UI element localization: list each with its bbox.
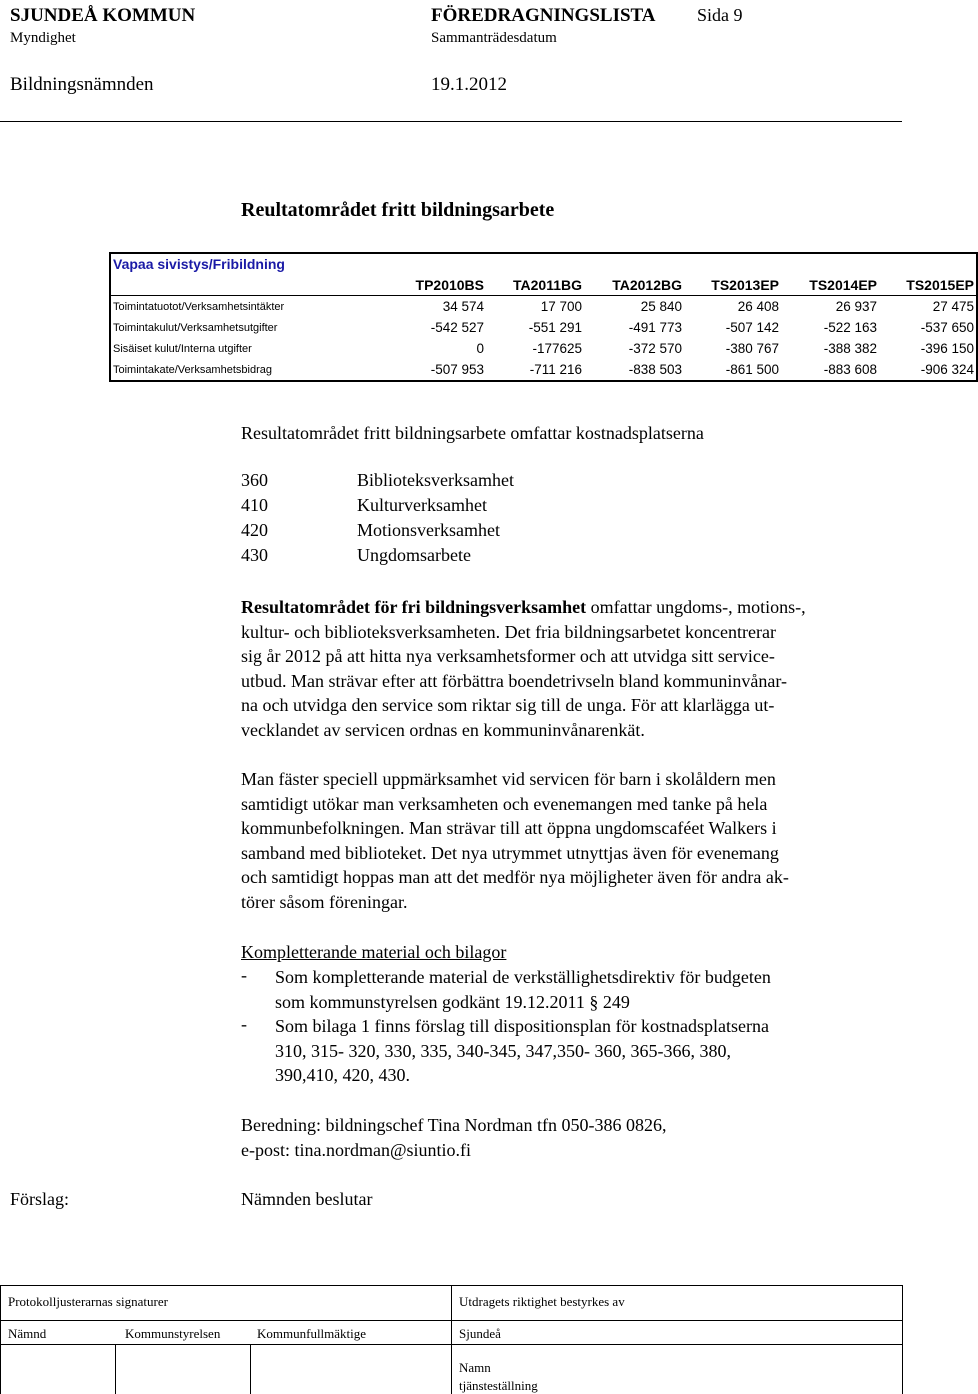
table-cell: -491 773 (628, 320, 682, 335)
table-header-spacer (110, 274, 390, 296)
footer-divider (250, 1344, 251, 1394)
table-cell: 25 840 (584, 296, 684, 318)
paragraph-line: och samtidigt hoppas man att det medför nya möjligheter även för andra ak- (241, 867, 789, 888)
table-cell: -906 324 (920, 362, 974, 377)
bullet-dash: - (241, 1014, 247, 1034)
footer-col-council: Kommunfullmäktige (257, 1326, 367, 1341)
bullet-line: Som kompletterande material de verkställighetsdirektiv för budgeten (275, 967, 771, 987)
bullet-line: som kommunstyrelsen godkänt 19.12.2011 § 249 (275, 991, 630, 1012)
footer-col-executive: Kommunstyrelsen (125, 1326, 221, 1341)
paragraph-line: samband med biblioteket. Det nya utrymmet utnyttjas även för evenemang (241, 842, 779, 863)
paragraph-line: vecklandet av servicen ordnas en kommuninvånarenkät. (241, 719, 645, 740)
paragraph-line (241, 595, 901, 620)
footer-divider (451, 1285, 452, 1394)
list-item (0, 520, 960, 544)
table-section-row (110, 253, 977, 274)
table-row (110, 317, 977, 338)
table-cell: 34 574 (390, 296, 486, 318)
table-cell: 0 (476, 341, 484, 356)
list-title: FÖREDRAGNINGSLISTA (431, 5, 656, 26)
column-header: TS2013EP (711, 276, 779, 293)
column-header: TA2012BG (612, 276, 682, 293)
cost-center-code: 410 (241, 495, 268, 515)
paragraph-line: Man fäster speciell uppmärksamhet vid servicen för barn i skolåldern men (241, 769, 776, 789)
cost-center-name: Motionsverksamhet (357, 520, 500, 540)
paragraph-line: samtidigt utökar man verksamheten och evenemangen med tanke på hela (241, 793, 768, 814)
table-cell: -551 291 (528, 320, 582, 335)
budget-table (109, 252, 978, 382)
table-header-row (110, 274, 977, 296)
table-cell: -537 650 (920, 320, 974, 335)
attachments-heading: Kompletterande material och bilagor (241, 942, 507, 962)
table-cell: -372 570 (628, 341, 682, 356)
footer-position-label: tjänsteställning (459, 1378, 538, 1393)
description-paragraph (241, 595, 901, 743)
proposal-text: Nämnden beslutar (241, 1189, 373, 1209)
row-label: Toimintakate/Verksamhetsbidrag (113, 363, 272, 376)
table-row (110, 359, 977, 381)
paragraph-line: kommunbefolkningen. Man strävar till att öppna ungdomscaféet Walkers i (241, 818, 777, 839)
cost-center-name: Biblioteksverksamhet (357, 470, 514, 490)
column-header: TA2011BG (513, 276, 582, 293)
list-item (275, 965, 771, 1014)
page-number: Sida 9 (697, 5, 743, 25)
paragraph-line: utbud. Man strävar efter att förbättra boendetrivseln bland kommuninvånar- (241, 670, 787, 691)
table-cell: -507 142 (725, 320, 779, 335)
preparation-email: e-post: tina.nordman@siuntio.fi (241, 1140, 472, 1160)
extract-label: Utdragets riktighet bestyrkes av (459, 1294, 625, 1309)
table-row (110, 338, 977, 359)
table-cell: -522 163 (823, 320, 877, 335)
list-item (275, 1014, 769, 1088)
org-name: SJUNDEÅ KOMMUN (10, 5, 196, 26)
footer-place: Sjundeå (459, 1326, 501, 1341)
cost-center-code: 360 (241, 470, 268, 490)
footer-divider (115, 1344, 116, 1394)
paragraph-line: na och utvidga den service som riktar sig till de unga. För att klarlägga ut- (241, 695, 775, 716)
service-paragraph (241, 767, 901, 915)
meeting-date: 19.1.2012 (431, 74, 507, 95)
footer-col-board: Nämnd (8, 1326, 47, 1341)
intro-text: Resultatområdet fritt bildningsarbete omfattar kostnadsplatserna (241, 423, 704, 443)
table-cell: -388 382 (823, 341, 877, 356)
table-cell: -883 608 (823, 362, 877, 377)
proposal-label: Förslag: (10, 1189, 70, 1209)
list-item (0, 495, 960, 519)
bullet-line: 310, 315- 320, 330, 335, 340-345, 347,350- 360, 365-366, 380, (275, 1040, 731, 1061)
table-section-label: Vapaa sivistys/Fribildning (113, 256, 285, 272)
paragraph-line: törer såsom föreningar. (241, 891, 408, 912)
paragraph-line: kultur- och biblioteksverksamheten. Det fria bildningsarbetet koncentrerar (241, 621, 776, 642)
table-cell: 27 475 (879, 296, 977, 318)
bullet-line: 390,410, 420, 430. (275, 1065, 410, 1086)
table-cell: -507 953 (430, 362, 484, 377)
footer-right-border (902, 1285, 903, 1394)
bullet-line: Som bilaga 1 finns förslag till dispositionsplan för kostnadsplatserna (275, 1016, 769, 1036)
column-header: TP2010BS (415, 276, 484, 293)
cost-center-code: 420 (241, 520, 268, 540)
table-cell: -838 503 (628, 362, 682, 377)
cost-center-name: Kulturverksamhet (357, 495, 487, 515)
preparation-line: Beredning: bildningschef Tina Nordman tfn 050-386 0826, (241, 1115, 667, 1135)
list-item (0, 545, 960, 569)
header-divider (0, 121, 902, 122)
cost-center-name: Ungdomsarbete (357, 545, 471, 565)
table-row (110, 296, 977, 318)
footer-left-border (0, 1285, 1, 1394)
footer-name-label: Namn (459, 1360, 491, 1375)
lead-rest: omfattar ungdoms-, motions-, (586, 597, 806, 617)
column-header: TS2015EP (906, 276, 974, 293)
bullet-dash: - (241, 965, 247, 985)
signatures-label: Protokolljusterarnas signaturer (8, 1294, 168, 1309)
row-label: Sisäiset kulut/Interna utgifter (113, 342, 252, 355)
authority-label: Myndighet (10, 30, 76, 46)
table-cell: -177625 (532, 341, 582, 356)
table-cell: 26 408 (684, 296, 781, 318)
date-label: Sammanträdesdatum (431, 30, 557, 46)
paragraph-line: sig år 2012 på att hitta nya verksamhetsformer och att utvidga sitt service- (241, 646, 775, 667)
section-title: Reultatområdet fritt bildningsarbete (241, 199, 555, 221)
row-label: Toimintatuotot/Verksamhetsintäkter (110, 296, 390, 318)
table-cell: -711 216 (529, 362, 582, 377)
row-label: Toimintakulut/Verksamhetsutgifter (113, 321, 278, 334)
cost-center-code: 430 (241, 545, 268, 565)
table-cell: -861 500 (725, 362, 779, 377)
list-item (0, 470, 960, 494)
table-cell: -542 527 (430, 320, 484, 335)
table-cell: 17 700 (486, 296, 584, 318)
table-cell: 26 937 (781, 296, 879, 318)
bold-lead: Resultatområdet för fri bildningsverksamhet (241, 597, 587, 617)
authority: Bildningsnämnden (10, 74, 154, 95)
table-cell: -380 767 (725, 341, 779, 356)
column-header: TS2014EP (809, 276, 877, 293)
table-cell: -396 150 (920, 341, 974, 356)
